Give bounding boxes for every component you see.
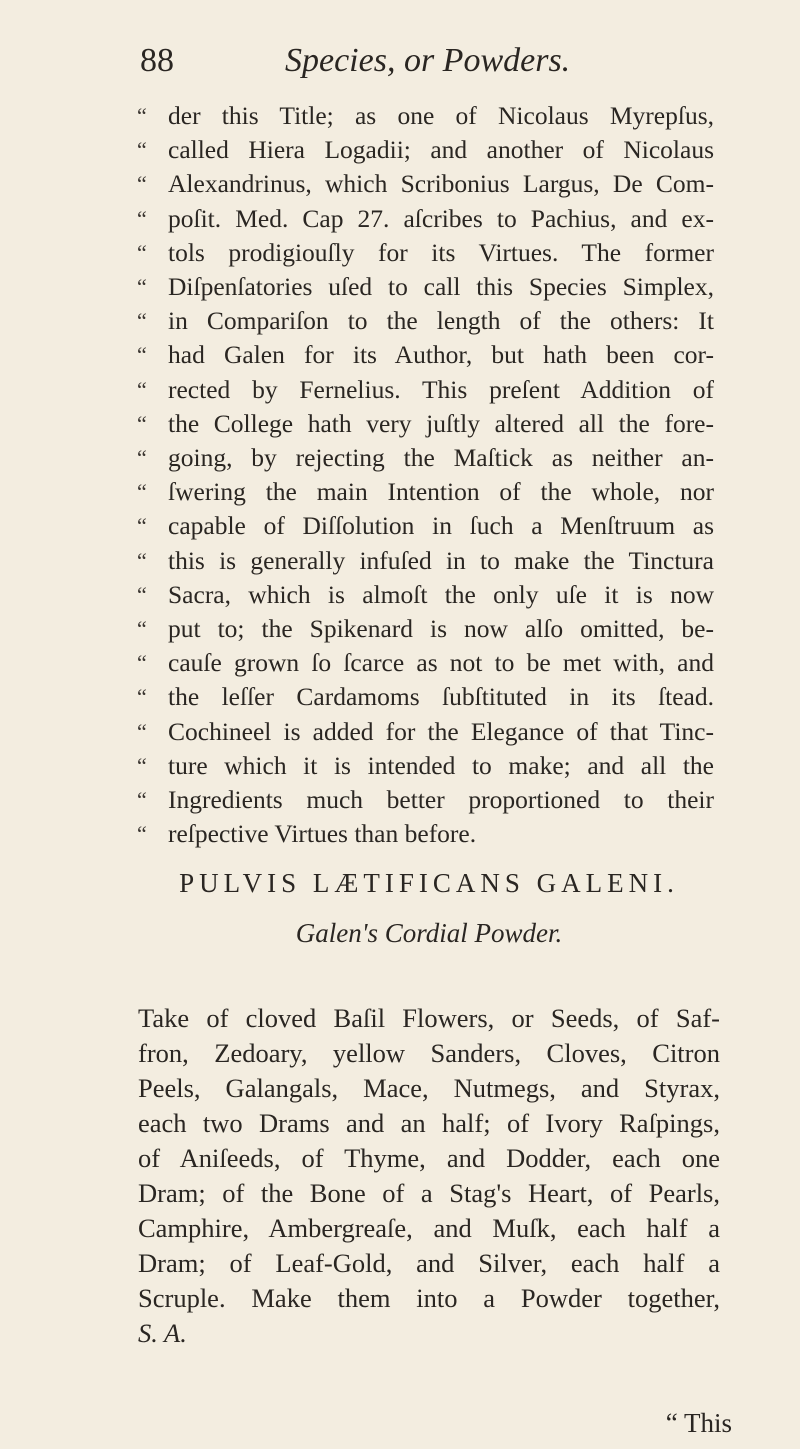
recipe-line: Take of cloved Baſil Flowers, or Seeds, of Saf-	[138, 1003, 720, 1033]
line-text: Alexandrinus, which Scribonius Largus, De Com-	[168, 169, 714, 199]
recipe-line: S. A.	[138, 1318, 187, 1348]
recipe-line: each two Drams and an half; of Ivory Raſpings,	[138, 1108, 720, 1138]
quote-mark: “	[137, 581, 147, 607]
quote-mark: “	[137, 616, 147, 641]
line-text: Ingredients much better proportioned to their	[168, 785, 714, 814]
line-text: Cochineel is added for the Elegance of that Tinc-	[168, 716, 714, 746]
recipe-line: Peels, Galangals, Mace, Nutmegs, and Styrax,	[138, 1073, 720, 1103]
quote-mark: “	[137, 410, 147, 436]
line-text: tols prodigiouſly for its Virtues. The former	[168, 237, 714, 267]
quote-mark: “	[137, 445, 147, 470]
quote-mark: “	[137, 239, 147, 265]
quote-mark: “	[137, 171, 147, 197]
line-text: der this Title; as one of Nicolaus Myrepſus,	[168, 101, 714, 130]
quote-mark: “	[137, 821, 147, 847]
line-text: rected by Fernelius. This preſent Addition of	[168, 374, 714, 404]
running-title: Species, or Powders.	[285, 42, 571, 79]
line-text: the College hath very juſtly altered all the fore-	[168, 408, 714, 438]
line-text: this is generally infuſed in to make the Tinctura	[168, 545, 714, 575]
recipe-line: fron, Zedoary, yellow Sanders, Cloves, Citron	[138, 1038, 720, 1068]
quoted-line	[0, 816, 800, 856]
quote-mark: “	[137, 376, 147, 402]
line-text: reſpective Virtues than before.	[168, 819, 477, 849]
quote-mark: “	[137, 718, 147, 744]
page-number: 88	[140, 42, 174, 79]
recipe-line: Camphire, Ambergreaſe, and Muſk, each half a	[138, 1213, 720, 1243]
recipe-line: Scruple. Make them into a Powder together,	[138, 1283, 720, 1313]
quote-mark: “	[137, 205, 147, 231]
line-text: Sacra, which is almoſt the only uſe it is now	[168, 579, 714, 609]
quote-mark: “	[137, 650, 147, 676]
line-text: in Compariſon to the length of the others: It	[168, 306, 714, 336]
line-text: going, by rejecting the Maſtick as neither an-	[168, 443, 714, 472]
quote-mark: “	[137, 752, 147, 778]
catchword: “ This	[665, 1408, 732, 1438]
line-text: cauſe grown ſo ſcarce as not to be met with, and	[168, 648, 714, 678]
line-text: the leſſer Cardamoms ſubſtituted in its ſtead.	[168, 682, 714, 712]
section-heading: PULVIS LÆTIFICANS GALENI.	[179, 868, 679, 898]
quote-mark: “	[137, 787, 147, 812]
line-text: ture which it is intended to make; and all the	[168, 750, 714, 780]
line-text: Diſpenſatories uſed to call this Species Simplex,	[168, 272, 714, 301]
line-text: called Hiera Logadii; and another of Nicolaus	[168, 135, 714, 165]
recipe-line: Dram; of the Bone of a Stag's Heart, of Pearls,	[138, 1178, 720, 1208]
quote-mark: “	[137, 684, 147, 710]
quote-mark: “	[137, 547, 147, 573]
quote-mark: “	[137, 137, 147, 163]
recipe-line: of Aniſeeds, of Thyme, and Dodder, each one	[138, 1143, 720, 1173]
line-text: had Galen for its Author, but hath been cor-	[168, 340, 714, 370]
line-text: poſit. Med. Cap 27. aſcribes to Pachius, and ex-	[168, 203, 714, 233]
quote-mark: “	[137, 342, 147, 368]
page-header	[140, 42, 660, 92]
quote-mark: “	[137, 308, 147, 334]
section-subheading: Galen's Cordial Powder.	[295, 918, 563, 948]
line-text: ſwering the main Intention of the whole, nor	[168, 477, 714, 507]
line-text: put to; the Spikenard is now alſo omitted, be-	[168, 614, 714, 643]
line-text: capable of Diſſolution in ſuch a Menſtruum as	[168, 511, 714, 541]
quote-mark: “	[137, 513, 147, 539]
quote-mark: “	[137, 103, 147, 128]
quote-mark: “	[137, 274, 147, 299]
quote-mark: “	[137, 479, 147, 505]
recipe-line: Dram; of Leaf-Gold, and Silver, each half a	[138, 1248, 720, 1278]
